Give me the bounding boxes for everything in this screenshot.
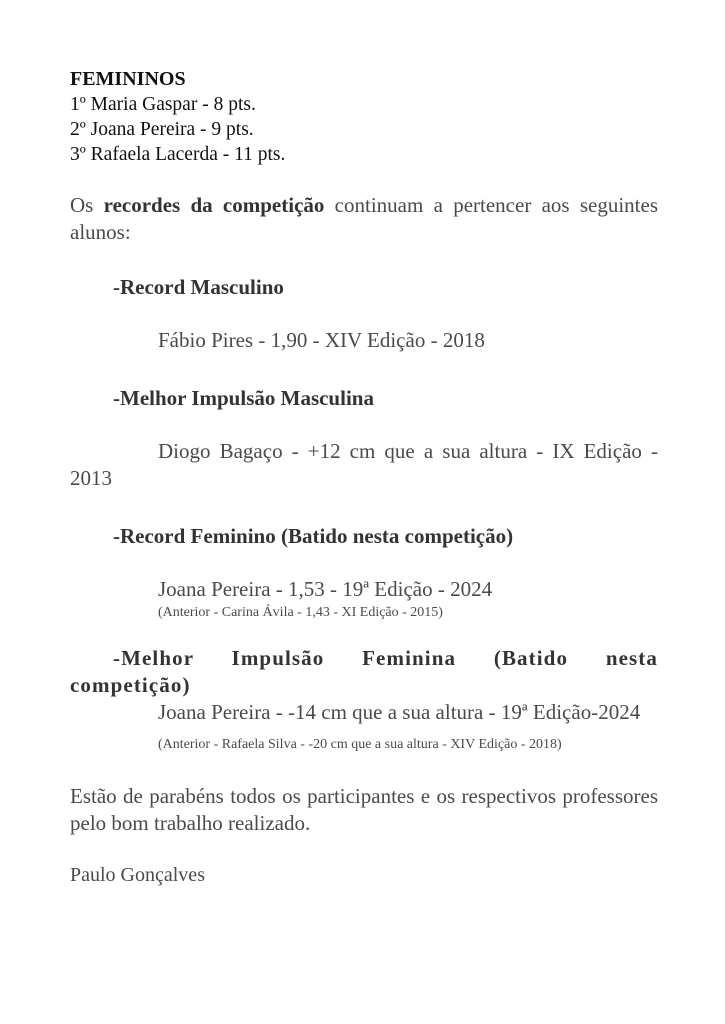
ranking-item-1: 1º Maria Gaspar - 8 pts. <box>70 94 256 115</box>
intro-paragraph <box>70 192 658 246</box>
record-masculino-holder: Fábio Pires - 1,90 - XIV Edição - 2018 <box>158 328 485 352</box>
impulsao-feminina-previous: (Anterior - Rafaela Silva - -20 cm que a sua altura - XIV Edição - 2018) <box>158 737 562 752</box>
record-masculino-title: -Record Masculino <box>113 275 284 299</box>
impulsao-feminina-holder: Joana Pereira - -14 cm que a sua altura - 19ª Edição-2024 <box>158 700 641 724</box>
signature: Paulo Gonçalves <box>70 864 205 886</box>
intro-text-after: continuam a pertencer aos seguintes alunos: <box>70 193 659 244</box>
record-feminino-holder: Joana Pereira - 1,53 - 19ª Edição - 2024 <box>158 577 493 601</box>
femininos-heading: FEMININOS <box>70 68 186 90</box>
document-page <box>70 66 658 889</box>
intro-text-before: Os <box>70 193 104 217</box>
ranking-item-3: 3º Rafaela Lacerda - 11 pts. <box>70 144 286 165</box>
record-feminino-previous: (Anterior - Carina Ávila - 1,43 - XI Edição - 2015) <box>158 605 443 620</box>
impulsao-masculina-holder: Diogo Bagaço - +12 cm que a sua altura - IX Edição - 2013 <box>70 439 658 490</box>
intro-text-bold: recordes da competição <box>103 193 325 217</box>
closing-paragraph: Estão de parabéns todos os participantes e os respectivos professores pelo bom trabalho realizado. <box>70 784 658 835</box>
record-feminino-title: -Record Feminino (Batido nesta competição) <box>113 524 514 548</box>
ranking-item-2: 2º Joana Pereira - 9 pts. <box>70 119 254 140</box>
impulsao-feminina-title: -Melhor Impulsão Feminina (Batido nesta competição) <box>70 646 658 697</box>
impulsao-masculina-title: -Melhor Impulsão Masculina <box>113 386 374 410</box>
